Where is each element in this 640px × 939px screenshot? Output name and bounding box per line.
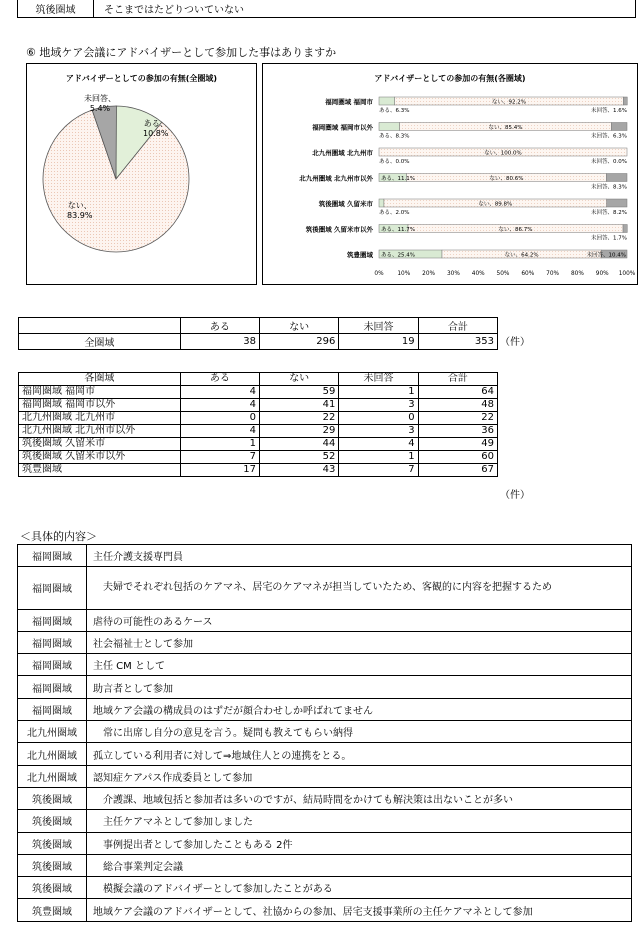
list-item	[18, 787, 632, 809]
region-cell-value: 3	[339, 425, 418, 438]
detail-region: 福岡圏域	[18, 567, 87, 609]
bar-data-label: 未回答、10.4%	[586, 252, 626, 259]
bar-chart	[263, 64, 637, 284]
bar-data-label: 未回答、1.6%	[591, 108, 627, 114]
list-item	[18, 567, 632, 609]
pie-label-nai-name: ない、	[67, 201, 92, 210]
region-cell-value: 17	[180, 464, 259, 477]
region-cell-value: 4	[339, 438, 418, 451]
detail-text: 主任 CM として	[87, 654, 632, 676]
summary-cell-nai: 296	[260, 334, 339, 350]
list-item	[18, 765, 632, 787]
x-tick-label: 30%	[446, 271, 460, 277]
bar-chart-box	[262, 63, 638, 285]
top-continuation-row	[17, 0, 636, 18]
question-title: ⑥ 地域ケア会議にアドバイザーとして参加した事はありますか	[26, 46, 337, 59]
list-item	[18, 631, 632, 653]
detail-region: 筑後圏域	[18, 810, 87, 832]
list-item	[18, 545, 632, 567]
pie-label-mi-name: 未回答、	[84, 94, 116, 103]
region-cell-name: 筑後圏域 久留米市以外	[19, 451, 181, 464]
detail-text: 孤立している利用者に対して⇒地域住人との連携をとる。	[87, 743, 632, 765]
region-cell-value: 7	[180, 451, 259, 464]
detail-region: 北九州圏域	[18, 721, 87, 743]
detail-region: 筑豊圏域	[18, 899, 87, 921]
x-tick-label: 10%	[397, 271, 411, 277]
details-table	[17, 544, 632, 922]
detail-text: 介護課、地域包括と参加者は多いのですが、結局時間をかけても解決策は出ないことが多い	[87, 787, 632, 809]
list-item	[18, 698, 632, 720]
list-item	[18, 721, 632, 743]
summary-unit: （件）	[500, 337, 530, 348]
detail-text: 主任ケアマネとして参加しました	[87, 810, 632, 832]
region-cell-value: 60	[418, 451, 497, 464]
x-tick-label: 90%	[595, 271, 609, 277]
pie-label-nai	[67, 201, 92, 220]
table-row	[19, 425, 498, 438]
list-item	[18, 743, 632, 765]
summary-header-mi: 未回答	[339, 318, 418, 334]
region-cell-name: 北九州圏域 北九州市	[19, 412, 181, 425]
detail-region: 福岡圏域	[18, 545, 87, 567]
table-row	[19, 399, 498, 412]
x-tick-label: 50%	[496, 271, 510, 277]
table-row	[19, 464, 498, 477]
detail-text: 夫婦でそれぞれ包括のケアマネ、居宅のケアマネが担当していたため、客観的に内容を把握するため	[87, 567, 632, 609]
top-row-region: 筑後圏域	[18, 0, 94, 17]
x-tick-label: 80%	[570, 271, 584, 277]
bar-data-label: ない、85.4%	[488, 125, 523, 131]
detail-region: 福岡圏域	[18, 631, 87, 653]
bar-data-label: ない、86.7%	[498, 227, 533, 233]
bar-data-label: ない、64.2%	[504, 252, 539, 259]
bar-data-label: 未回答、1.7%	[591, 235, 627, 242]
region-cell-value: 36	[418, 425, 497, 438]
list-item	[18, 899, 632, 921]
pie-chart	[41, 104, 191, 254]
x-tick-label: 40%	[471, 271, 485, 277]
bar-data-label: ある、0.0%	[379, 159, 410, 165]
x-tick-label: 60%	[521, 271, 535, 277]
bar-segment-mi	[606, 174, 627, 182]
detail-region: 筑後圏域	[18, 832, 87, 854]
bar-chart-title: アドバイザーとしての参加の有無(各圏域)	[374, 74, 526, 83]
region-cell-value: 0	[180, 412, 259, 425]
region-cell-value: 4	[180, 425, 259, 438]
detail-text: 主任介護支援専門員	[87, 545, 632, 567]
detail-text: 常に出席し自分の意見を言う。疑問も教えてもらい納得	[87, 721, 632, 743]
detail-region: 福岡圏域	[18, 609, 87, 631]
bar-category-label: 北九州圏域 北九州市以外	[299, 174, 373, 183]
bar-data-label: ある、8.3%	[379, 133, 410, 140]
region-cell-value: 44	[260, 438, 339, 451]
bar-data-label: ない、92.2%	[491, 99, 526, 106]
bar-data-label: ない、80.6%	[489, 176, 524, 182]
table-row	[19, 412, 498, 425]
summary-cell-total: 353	[418, 334, 497, 350]
table-row	[19, 386, 498, 399]
detail-text: 総合事業判定会議	[87, 854, 632, 876]
detail-text: 助言者として参加	[87, 676, 632, 698]
region-cell-value: 1	[339, 386, 418, 399]
region-cell-name: 筑豊圏域	[19, 464, 181, 477]
table-row	[19, 438, 498, 451]
list-item	[18, 854, 632, 876]
bar-data-label: ある、25.4%	[381, 252, 415, 259]
bar-category-label: 筑豊圏域	[347, 251, 373, 259]
summary-cell-mi: 19	[339, 334, 418, 350]
summary-header-nai: ない	[260, 318, 339, 334]
region-header-total: 合計	[418, 373, 497, 386]
list-item	[18, 654, 632, 676]
details-heading: ＜具体的内容＞	[20, 530, 97, 543]
region-header-nai: ない	[260, 373, 339, 386]
detail-text: 社会福祉士として参加	[87, 631, 632, 653]
region-cell-value: 29	[260, 425, 339, 438]
region-header-mi: 未回答	[339, 373, 418, 386]
region-cell-value: 48	[418, 399, 497, 412]
bar-segment-mi	[623, 97, 627, 105]
detail-region: 筑後圏域	[18, 854, 87, 876]
list-item	[18, 877, 632, 899]
region-unit: （件）	[500, 490, 530, 501]
bar-segment-mi	[607, 199, 627, 207]
detail-text: 模擬会議のアドバイザーとして参加したことがある	[87, 877, 632, 899]
detail-text: 地域ケア会議のアドバイザーとして、社協からの参加、居宅支援事業所の主任ケアマネとして参加	[87, 899, 632, 921]
summary-row-label: 全圏域	[19, 334, 181, 350]
region-cell-value: 1	[339, 451, 418, 464]
region-cell-name: 筑後圏域 久留米市	[19, 438, 181, 451]
bar-data-label: ない、100.0%	[484, 150, 522, 157]
list-item	[18, 810, 632, 832]
summary-cell-ari: 38	[180, 334, 259, 350]
region-cell-name: 福岡圏域 福岡市以外	[19, 399, 181, 412]
region-cell-value: 7	[339, 464, 418, 477]
detail-region: 福岡圏域	[18, 676, 87, 698]
x-tick-label: 0%	[374, 271, 384, 277]
bar-data-label: ある、2.0%	[379, 210, 410, 216]
bar-segment-mi	[611, 123, 627, 131]
bar-category-label: 福岡圏域 福岡市以外	[312, 123, 373, 132]
region-cell-value: 22	[418, 412, 497, 425]
region-header-row	[19, 373, 498, 386]
bar-data-label: 未回答、6.3%	[591, 133, 627, 140]
bar-data-label: ある、11.1%	[381, 176, 415, 182]
bar-category-label: 北九州圏域 北九州市	[312, 149, 373, 157]
pie-label-mi-pct: 5.4%	[89, 103, 111, 113]
detail-region: 福岡圏域	[18, 654, 87, 676]
detail-region: 北九州圏域	[18, 765, 87, 787]
region-table	[18, 372, 498, 477]
bar-segment-ari	[379, 123, 400, 131]
pie-label-ari	[143, 119, 168, 138]
bar-data-label: 未回答、0.0%	[591, 159, 627, 165]
detail-text: 事例提出者として参加したこともある 2件	[87, 832, 632, 854]
list-item	[18, 832, 632, 854]
region-cell-name: 福岡圏域 福岡市	[19, 386, 181, 399]
table-row	[19, 451, 498, 464]
list-item	[18, 609, 632, 631]
bar-segment-ari	[379, 199, 384, 207]
region-cell-value: 67	[418, 464, 497, 477]
pie-chart-box	[26, 63, 257, 285]
bar-segment-ari	[379, 97, 395, 105]
region-cell-value: 4	[180, 386, 259, 399]
x-tick-label: 20%	[422, 271, 436, 277]
summary-header-ari: ある	[180, 318, 259, 334]
detail-text: 虐待の可能性のあるケース	[87, 609, 632, 631]
bar-data-label: 未回答、8.2%	[591, 210, 627, 216]
summary-header-total: 合計	[418, 318, 497, 334]
detail-region: 筑後圏域	[18, 787, 87, 809]
summary-data-row	[19, 334, 498, 350]
bar-category-label: 筑後圏域 久留米市	[318, 200, 373, 208]
bar-category-label: 筑後圏域 久留米市以外	[305, 225, 373, 234]
region-cell-value: 52	[260, 451, 339, 464]
region-cell-value: 49	[418, 438, 497, 451]
region-cell-name: 北九州圏域 北九州市以外	[19, 425, 181, 438]
summary-header-blank	[19, 318, 181, 334]
region-header-ari: ある	[180, 373, 259, 386]
pie-label-nai-pct: 83.9%	[67, 210, 93, 220]
region-cell-value: 0	[339, 412, 418, 425]
region-cell-value: 64	[418, 386, 497, 399]
detail-region: 筑後圏域	[18, 877, 87, 899]
x-tick-label: 100%	[618, 271, 636, 277]
bar-data-label: ある、6.3%	[379, 108, 410, 114]
bar-category-label: 福岡圏域 福岡市	[325, 98, 373, 106]
detail-region: 福岡圏域	[18, 698, 87, 720]
x-tick-label: 70%	[546, 271, 560, 277]
detail-text: 地域ケア会議の構成員のはずだが顔合わせしか呼ばれてません	[87, 698, 632, 720]
pie-label-ari-name: ある、	[143, 119, 168, 128]
region-cell-value: 3	[339, 399, 418, 412]
summary-header-row	[19, 318, 498, 334]
bar-data-label: ない、89.8%	[478, 201, 513, 208]
region-header-name: 各圏域	[19, 373, 181, 386]
region-cell-value: 41	[260, 399, 339, 412]
detail-region: 北九州圏域	[18, 743, 87, 765]
bar-data-label: 未回答、8.3%	[591, 184, 627, 191]
region-cell-value: 1	[180, 438, 259, 451]
top-row-text: そこまではたどりついていない	[104, 5, 244, 16]
bar-data-label: ある、11.7%	[381, 227, 415, 233]
detail-text: 認知症ケアパス作成委員として参加	[87, 765, 632, 787]
list-item	[18, 676, 632, 698]
region-cell-value: 4	[180, 399, 259, 412]
region-cell-value: 43	[260, 464, 339, 477]
region-cell-value: 59	[260, 386, 339, 399]
pie-title: アドバイザーとしての参加の有無(全圏域)	[65, 74, 218, 83]
pie-label-mi	[84, 94, 116, 113]
summary-table	[18, 317, 498, 350]
pie-label-ari-pct: 10.8%	[143, 128, 169, 138]
region-cell-value: 22	[260, 412, 339, 425]
bar-segment-mi	[623, 225, 627, 233]
